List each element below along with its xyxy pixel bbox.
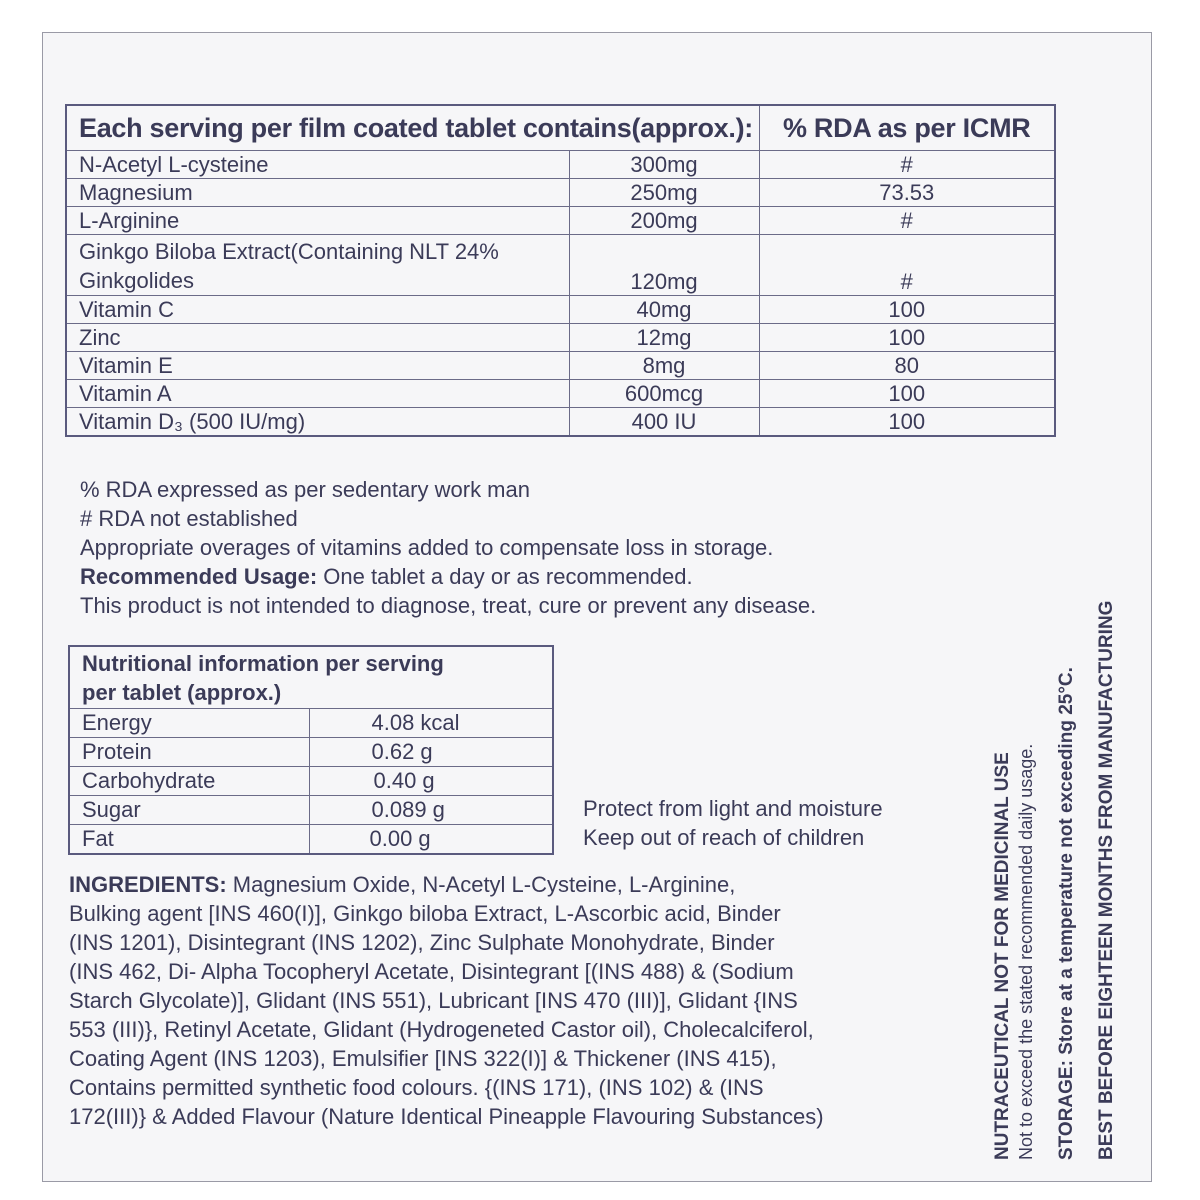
nutrient-name-line2: Ginkgolides	[79, 268, 194, 293]
rda-header-left: Each serving per film coated tablet contains(approx.):	[66, 105, 759, 151]
table-row	[66, 207, 1055, 235]
table-row	[66, 235, 1055, 296]
ingredients-text: Magnesium Oxide, N-Acetyl L-Cysteine, L-Arginine,	[226, 872, 736, 897]
rda-notes	[80, 475, 816, 620]
table-row	[66, 179, 1055, 207]
nutrition-label: Sugar	[69, 796, 309, 825]
table-row	[66, 408, 1055, 437]
nutrient-amount: 250mg	[569, 179, 759, 207]
ingredients-line: Coating Agent (INS 1203), Emulsifier [INS 322(I)] & Thickener (INS 415),	[69, 1046, 777, 1071]
nutrition-value: 0.089 g	[309, 796, 553, 825]
nutrition-header-line2: per tablet (approx.)	[82, 680, 282, 705]
nutraceutical-notice: NUTRACEUTICAL NOT FOR MEDICINAL USE	[992, 752, 1013, 1160]
storage-notice: STORAGE: Store at a temperature not exceeding 25°C.	[1056, 667, 1077, 1160]
table-row	[66, 151, 1055, 179]
best-before-notice: BEST BEFORE EIGHTEEN MONTHS FROM MANUFACTURING	[1096, 600, 1117, 1160]
nutrient-rda: 100	[759, 408, 1055, 437]
nutrition-label: Protein	[69, 738, 309, 767]
table-row	[69, 796, 553, 825]
nutrient-amount: 300mg	[569, 151, 759, 179]
table-row	[69, 825, 553, 855]
nutrient-amount: 120mg	[569, 235, 759, 296]
rda-table	[65, 104, 1056, 437]
nutrition-table	[68, 645, 554, 855]
ingredients-line: Contains permitted synthetic food colours. {(INS 171), (INS 102) & (INS	[69, 1075, 764, 1100]
table-row	[66, 380, 1055, 408]
nutrient-amount: 600mcg	[569, 380, 759, 408]
table-row	[69, 709, 553, 738]
children-line: Keep out of reach of children	[583, 825, 865, 850]
nutrient-rda: 100	[759, 324, 1055, 352]
table-row	[66, 296, 1055, 324]
nutrient-rda: #	[759, 235, 1055, 296]
protect-line: Protect from light and moisture	[583, 796, 883, 821]
nutrition-value: 0.00 g	[309, 825, 553, 855]
nutrition-label: Fat	[69, 825, 309, 855]
nutrient-name: N-Acetyl L-cysteine	[66, 151, 569, 179]
nutrient-name: Vitamin A	[66, 380, 569, 408]
usage-text: One tablet a day or as recommended.	[317, 564, 693, 589]
nutrient-rda: #	[759, 151, 1055, 179]
nutrient-name-line1: Ginkgo Biloba Extract(Containing NLT 24%	[79, 239, 499, 264]
nutrient-amount: 400 IU	[569, 408, 759, 437]
ingredients-line: 553 (III)}, Retinyl Acetate, Glidant (Hydrogeneted Castor oil), Cholecalciferol,	[69, 1017, 814, 1042]
ingredients-line: Bulking agent [INS 460(I)], Ginkgo biloba Extract, L-Ascorbic acid, Binder	[69, 901, 781, 926]
ingredients-block	[69, 870, 969, 1131]
nutrition-header-line1: Nutritional information per serving	[82, 651, 444, 676]
usage-label: Recommended Usage:	[80, 564, 318, 589]
note-line: This product is not intended to diagnose, treat, cure or prevent any disease.	[80, 593, 817, 618]
nutrient-rda: 100	[759, 296, 1055, 324]
nutrient-name: Vitamin D₃ (500 IU/mg)	[66, 408, 569, 437]
ingredients-line: 172(III)} & Added Flavour (Nature Identical Pineapple Flavouring Substances)	[69, 1104, 824, 1129]
nutrient-name: L-Arginine	[66, 207, 569, 235]
ingredients-line: (INS 1201), Disintegrant (INS 1202), Zinc Sulphate Monohydrate, Binder	[69, 930, 775, 955]
note-line: Appropriate overages of vitamins added to compensate loss in storage.	[80, 535, 774, 560]
table-row	[69, 767, 553, 796]
usage-line	[80, 562, 816, 591]
ingredients-line	[69, 870, 969, 899]
nutrient-amount: 12mg	[569, 324, 759, 352]
rda-header-right: % RDA as per ICMR	[759, 105, 1055, 151]
nutrition-value: 4.08 kcal	[309, 709, 553, 738]
nutrient-amount: 8mg	[569, 352, 759, 380]
note-line: % RDA expressed as per sedentary work man	[80, 477, 530, 502]
nutrition-header-cell	[69, 646, 553, 709]
ingredients-label: INGREDIENTS:	[69, 872, 227, 897]
rda-table-header	[66, 105, 1055, 151]
nutrient-rda: 80	[759, 352, 1055, 380]
table-row	[66, 352, 1055, 380]
nutrition-header	[69, 646, 553, 709]
nutrient-amount: 40mg	[569, 296, 759, 324]
nutrient-rda: 73.53	[759, 179, 1055, 207]
nutrient-name: Vitamin E	[66, 352, 569, 380]
nutrient-amount: 200mg	[569, 207, 759, 235]
nutrition-value: 0.40 g	[309, 767, 553, 796]
nutrient-rda: 100	[759, 380, 1055, 408]
ingredients-line: Starch Glycolate)], Glidant (INS 551), Lubricant [INS 470 (III)], Glidant {INS	[69, 988, 798, 1013]
nutrient-name: Zinc	[66, 324, 569, 352]
table-row	[69, 738, 553, 767]
note-line: # RDA not established	[80, 506, 298, 531]
nutrient-name: Magnesium	[66, 179, 569, 207]
nutrient-name: Vitamin C	[66, 296, 569, 324]
nutrition-label: Carbohydrate	[69, 767, 309, 796]
daily-usage-notice: Not to exceed the stated recommended daily usage.	[1016, 743, 1036, 1160]
nutrient-rda: #	[759, 207, 1055, 235]
nutrition-value: 0.62 g	[309, 738, 553, 767]
storage-warnings	[583, 794, 883, 852]
nutrition-label: Energy	[69, 709, 309, 738]
table-row	[66, 324, 1055, 352]
ingredients-line: (INS 462, Di- Alpha Tocopheryl Acetate, Disintegrant [(INS 488) & (Sodium	[69, 959, 794, 984]
nutrient-name	[66, 235, 569, 296]
